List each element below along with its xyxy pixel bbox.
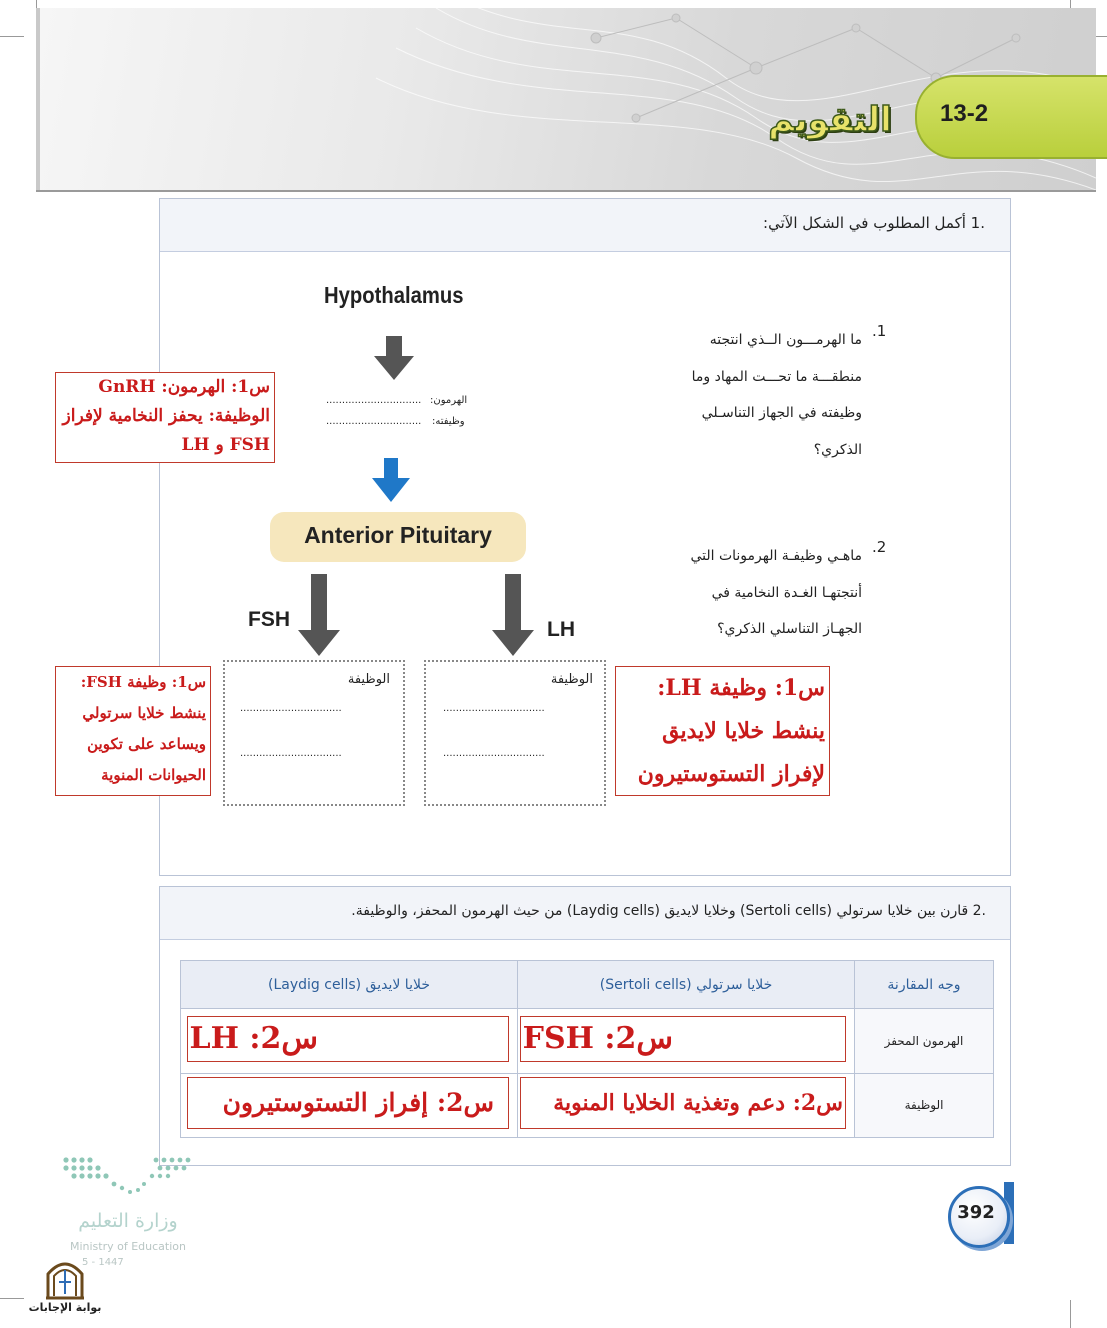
crop-mark	[1070, 0, 1071, 8]
header-comparison: وجه المقارنة	[855, 961, 994, 1009]
crop-mark	[0, 36, 24, 37]
header-sertoli: خلايا سرتولي (Sertoli cells)	[518, 961, 855, 1009]
crop-mark	[1070, 1300, 1071, 1328]
sub-question-1-text	[640, 322, 862, 468]
sub-question-2-number: .2	[872, 538, 887, 556]
lh-function-blank: ................................	[443, 703, 545, 714]
header-leydig: خلايا لايديق (Laydig cells)	[181, 961, 518, 1009]
down-arrow-icon	[370, 336, 418, 382]
sub-question-1-number: .1	[872, 322, 887, 340]
fsh-function-label: الوظيفة	[347, 672, 390, 687]
function-blank: ..............................	[326, 416, 422, 427]
answer-line: س1: وظيفة LH:	[657, 675, 825, 701]
lh-function-blank: ................................	[443, 748, 545, 759]
lh-arrow-icon	[490, 574, 536, 658]
lh-label: LH	[547, 618, 575, 641]
sub-question-1-line: وظيفته في الجهاز التناسـلي	[701, 405, 862, 422]
answer-line: الحيوانات المنوية	[101, 766, 206, 784]
portal-logo-icon	[44, 1256, 86, 1300]
sub-question-2-line: ماهـي وظيفـة الهرمونات التي	[690, 548, 862, 564]
crop-mark	[0, 1298, 24, 1299]
section-number: 13-2	[940, 100, 989, 127]
answer-sertoli-function: س2: دعم وتغذية الخلايا المنوية	[520, 1077, 846, 1129]
lh-function-label: الوظيفة	[550, 672, 593, 687]
answer-leydig-hormone: س2: LH	[187, 1016, 509, 1062]
crop-mark	[36, 0, 37, 8]
sub-question-1-line: ما الهرمـــون الــذي انتجته	[709, 332, 862, 348]
blue-down-arrow-icon	[370, 458, 412, 504]
hypothalamus-label: Hypothalamus	[324, 282, 464, 308]
portal-name: بوابة الإجابات	[28, 1301, 102, 1314]
answer-leydig-function: س2: إفراز التستوستيرون	[187, 1077, 509, 1129]
answer-line: FSH و LH	[181, 435, 270, 455]
answer-fsh-box	[55, 666, 211, 796]
question-2-heading: .2 قارن بين خلايا سرتولي (Sertoli cells) وخلايا لايديق (Laydig cells) من حيث الهرمون المحفز، والوظيفة.	[351, 903, 986, 919]
ministry-logo-icon	[60, 1154, 200, 1198]
hormone-blank: ..............................	[326, 395, 422, 406]
ministry-name-ar: وزارة التعليم	[78, 1210, 178, 1232]
fsh-arrow-icon	[296, 574, 342, 658]
answer-line: ينشط خلايا لايديق	[662, 718, 825, 744]
sub-question-1-line: منطقـــة ما تحـــت المهاد وما	[691, 368, 862, 385]
answer-line: س1: الهرمون: GnRH	[98, 377, 270, 397]
sub-question-1-line: الذكري؟	[813, 441, 862, 458]
answer-line: لإفراز التستوستيرون	[637, 761, 825, 787]
function-label: وظيفته:	[432, 416, 465, 427]
fsh-function-blank: ................................	[240, 748, 342, 759]
question-1-heading: .1 أكمل المطلوب في الشكل الآتي:	[763, 214, 985, 232]
answer-gnrh-box	[55, 372, 275, 463]
banner-edge	[36, 8, 40, 190]
sub-question-2-line: الجهـاز التناسلي الذكري؟	[717, 621, 862, 638]
row-function-label: الوظيفة	[855, 1073, 994, 1137]
sub-question-2-line: أنتجتهـا الغـدة النخامية في	[711, 584, 862, 601]
answer-sertoli-hormone: س2: FSH	[520, 1016, 846, 1062]
academic-year: 5 - 1447	[82, 1257, 124, 1268]
table-header-row	[181, 961, 994, 1009]
fsh-function-blank: ................................	[240, 703, 342, 714]
page-number: 392	[957, 1202, 995, 1223]
section-title: التقويم	[768, 100, 892, 140]
answer-line: الوظيفة: يحفز النخامية لإفراز	[62, 406, 270, 426]
row-hormone-label: الهرمون المحفز	[855, 1009, 994, 1073]
hormone-label: الهرمون:	[430, 395, 468, 406]
answer-line: ينشط خلايا سرتولي	[82, 704, 206, 722]
answer-line: س1: وظيفة FSH:	[80, 673, 206, 691]
answer-line: ويساعد على تكوين	[87, 735, 206, 753]
fsh-label: FSH	[248, 608, 290, 631]
ministry-name-en: Ministry of Education	[69, 1240, 186, 1253]
sub-question-2-text	[640, 538, 862, 648]
answer-lh-box	[615, 666, 830, 796]
anterior-pituitary-label: Anterior Pituitary	[304, 522, 492, 548]
